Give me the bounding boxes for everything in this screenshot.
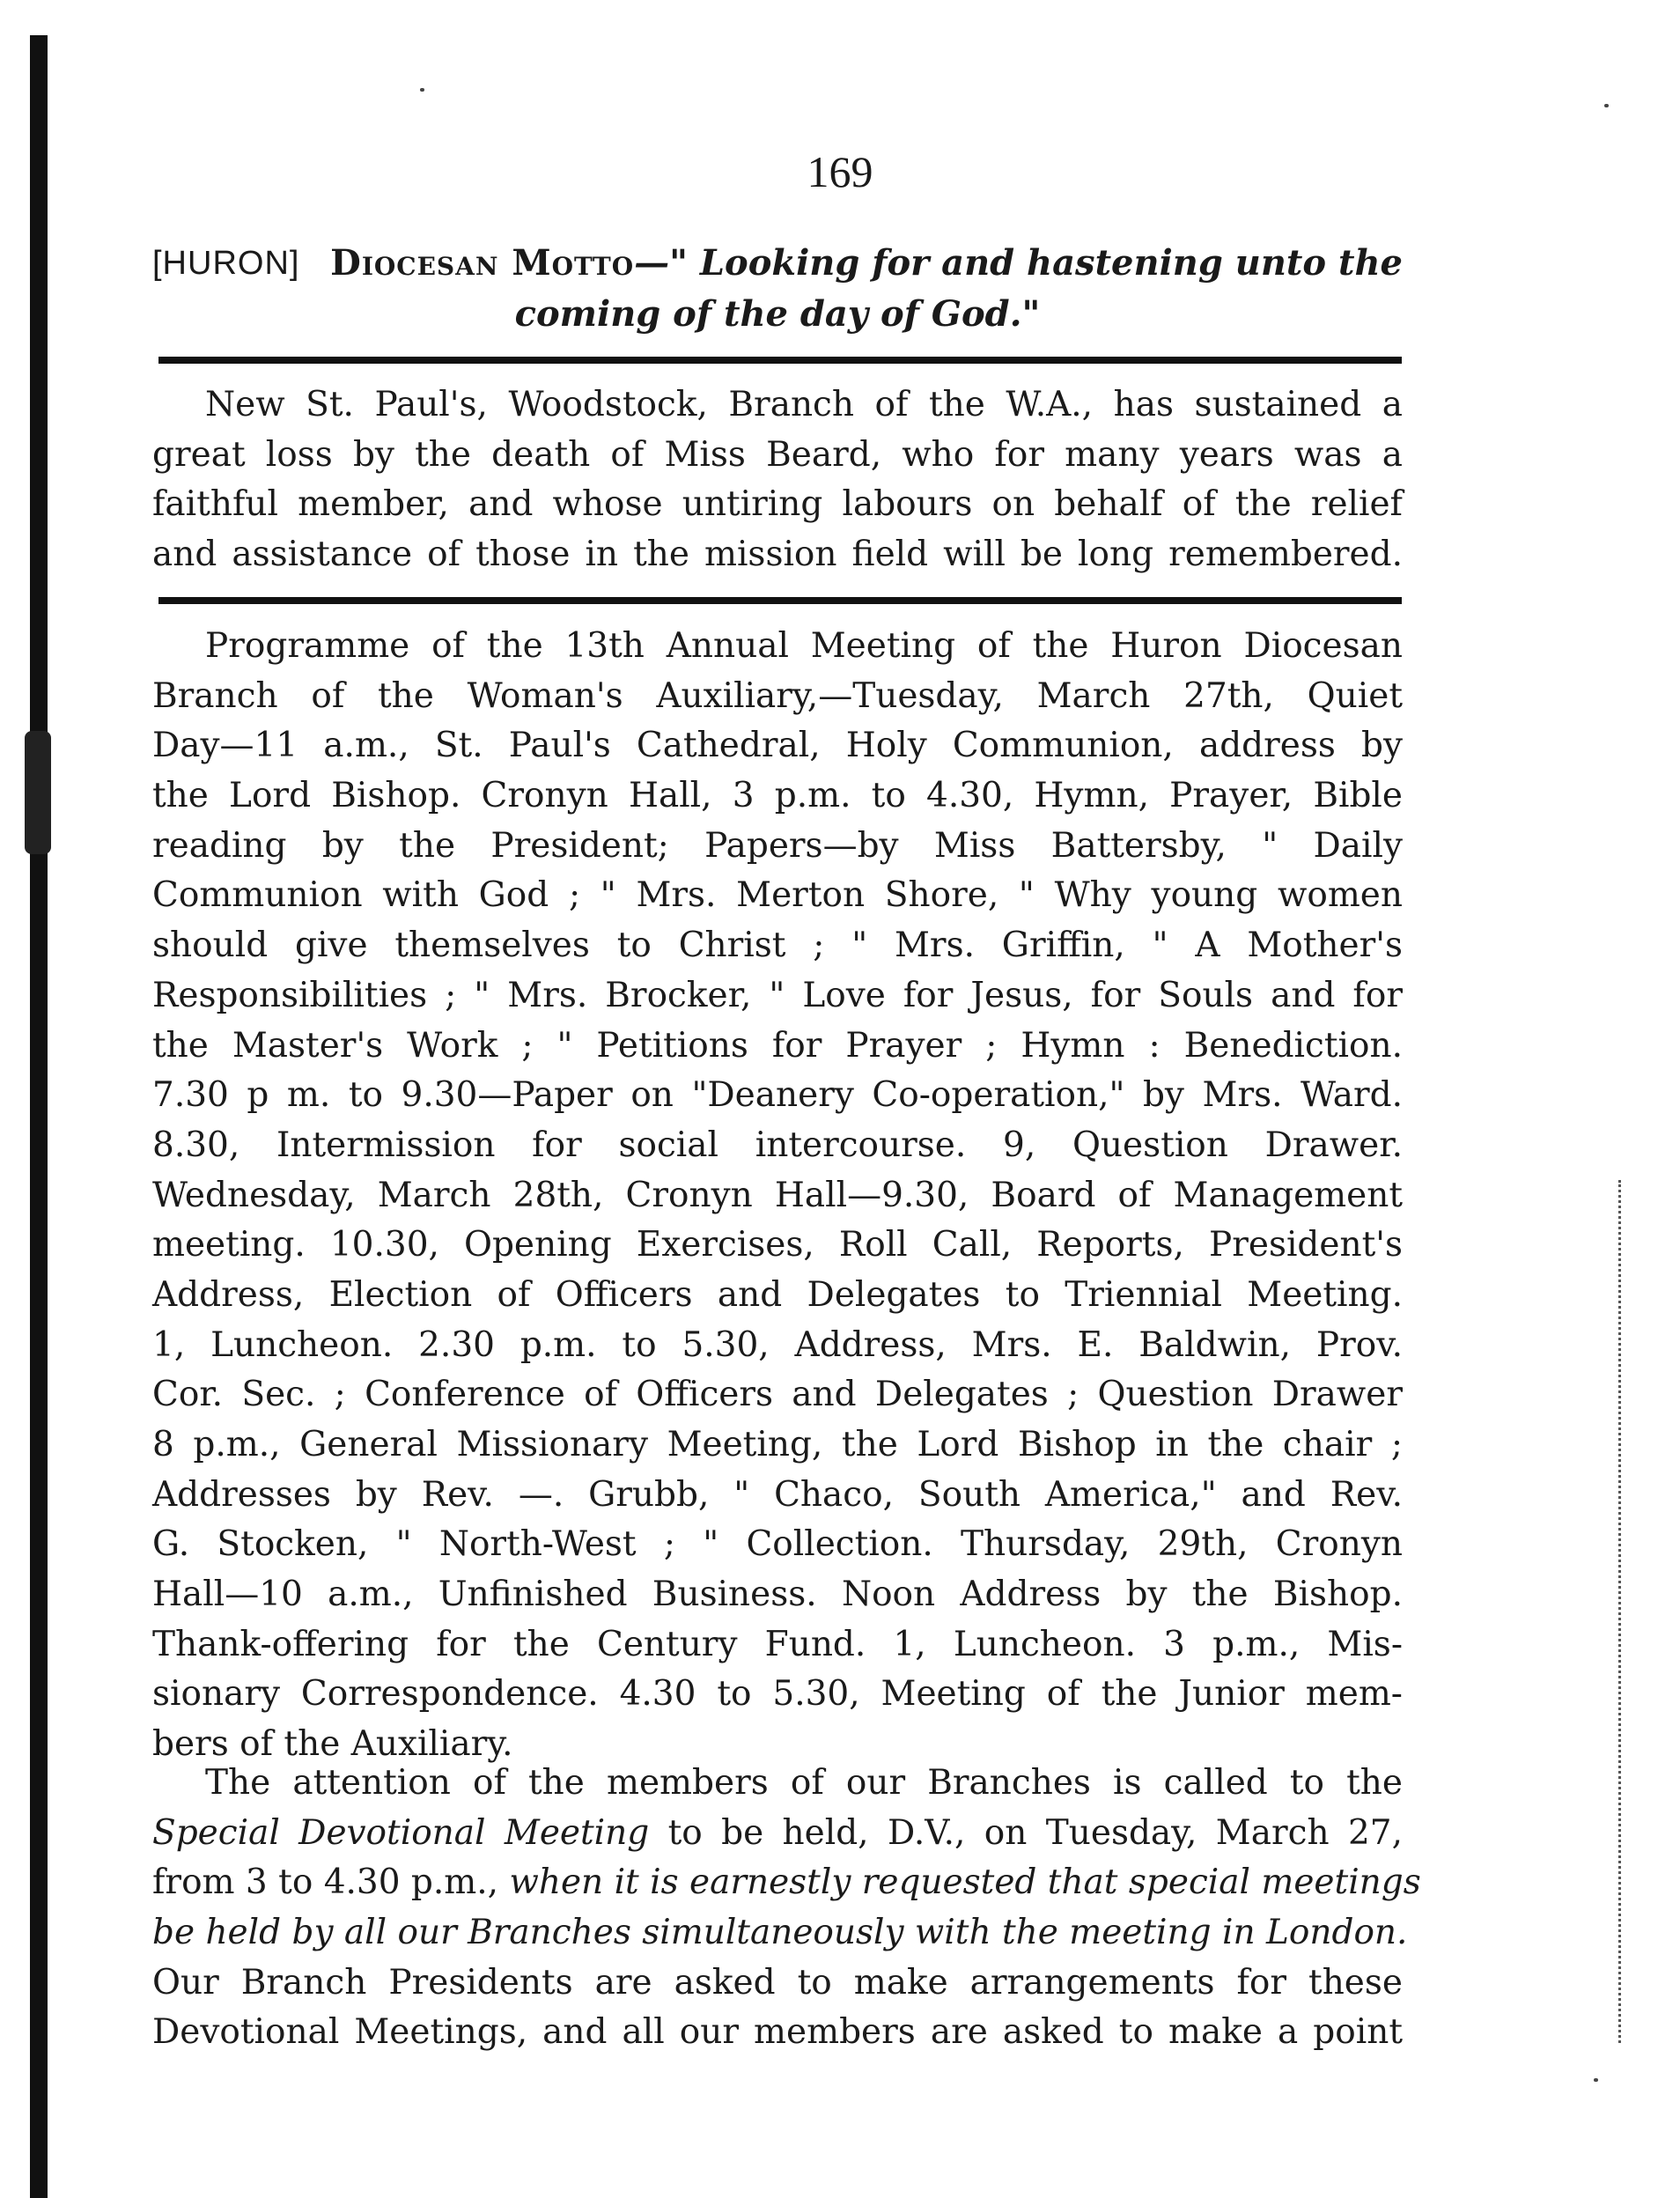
- text-line: Programme of the 13th Annual Meeting of the Huron Diocesan: [205, 626, 1403, 666]
- motto-label: Diocesan Motto: [330, 242, 635, 284]
- motto-continuation: coming of the day of God.": [514, 293, 1041, 335]
- text-line: the Lord Bishop. Cronyn Hall, 3 p.m. to 4.30, Hymn, Prayer, Bible: [152, 776, 1403, 816]
- text-line: and assistance of those in the mission field will be long remembered.: [152, 535, 1403, 575]
- text-line: sionary Correspondence. 4.30 to 5.30, Meeting of the Junior mem-: [152, 1674, 1403, 1715]
- section-rule: [158, 597, 1402, 604]
- text-line: Address, Election of Officers and Delegates to Triennial Meeting.: [152, 1274, 1403, 1315]
- text-line: Wednesday, March 28th, Cronyn Hall—9.30, Board of Management: [152, 1175, 1403, 1215]
- text-line: Addresses by Rev. —. Grubb, " Chaco, South America," and Rev.: [152, 1474, 1403, 1515]
- motto-line: [330, 238, 1403, 289]
- paragraph-devotional: [152, 1759, 1421, 2058]
- header-line-1: [152, 238, 1403, 289]
- text-line: G. Stocken, " North-West ; " Collection. Thursday, 29th, Cronyn: [152, 1524, 1403, 1565]
- text-line: great loss by the death of Miss Beard, who for many years was a: [152, 434, 1403, 475]
- text-line: Thank-offering for the Century Fund. 1, Luncheon. 3 p.m., Mis-: [152, 1624, 1403, 1664]
- text-line-mixed: [152, 1858, 1421, 1908]
- text-line: New St. Paul's, Woodstock, Branch of the W.A., has sustained a: [205, 385, 1403, 424]
- text-line: Our Branch Presidents are asked to make arrangements for these: [152, 1962, 1403, 2003]
- text-line: 7.30 p m. to 9.30—Paper on "Deanery Co-operation," by Mrs. Ward.: [152, 1075, 1403, 1116]
- diocese-header: [152, 238, 1403, 340]
- text-line: 1, Luncheon. 2.30 p.m. to 5.30, Address, Mrs. E. Baldwin, Prov.: [152, 1324, 1403, 1365]
- text-line: meeting. 10.30, Opening Exercises, Roll Call, Reports, President's: [152, 1225, 1403, 1265]
- scan-speck: [1604, 104, 1609, 107]
- text-line: be held by all our Branches simultaneously with the meeting in London.: [152, 1913, 1408, 1953]
- italic-phrase: when it is earnestly requested that special meetings: [509, 1862, 1421, 1903]
- paragraph-programme: [152, 622, 1403, 1770]
- text-line: 8.30, Intermission for social intercourse. 9, Question Drawer.: [152, 1125, 1403, 1165]
- text-line: Branch of the Woman's Auxiliary,—Tuesday, March 27th, Quiet: [152, 675, 1403, 716]
- text-line: The attention of the members of our Branches is called to the: [205, 1763, 1403, 1803]
- text-line: Cor. Sec. ; Conference of Officers and Delegates ; Question Drawer: [152, 1375, 1403, 1415]
- text-line: the Master's Work ; " Petitions for Prayer ; Hymn : Benediction.: [152, 1025, 1403, 1066]
- text-line: Responsibilities ; " Mrs. Brocker, " Love for Jesus, for Souls and for: [152, 975, 1403, 1015]
- plain-phrase: from 3 to 4.30 p.m.,: [152, 1862, 510, 1903]
- scan-speck: [420, 88, 424, 92]
- text-line: Devotional Meetings, and all our members are asked to make a point: [152, 2012, 1403, 2053]
- text-line: Hall—10 a.m., Unfinished Business. Noon Address by the Bishop.: [152, 1575, 1403, 1615]
- text-line: Day—11 a.m., St. Paul's Cathedral, Holy Communion, address by: [152, 726, 1403, 766]
- diocese-name: [HURON]: [152, 245, 300, 282]
- text-line: bers of the Auxiliary.: [152, 1724, 513, 1765]
- text-line: faithful member, and whose untiring labours on behalf of the relief: [152, 484, 1403, 525]
- scan-speck: [1594, 2078, 1598, 2082]
- text-line: should give themselves to Christ ; " Mrs. Griffin, " A Mother's: [152, 926, 1403, 966]
- paragraph-woodstock: [152, 380, 1403, 580]
- text-line-mixed: [152, 1809, 1403, 1859]
- italic-phrase: Special Devotional Meeting: [152, 1812, 650, 1853]
- header-rule: [158, 357, 1402, 364]
- text-line: 8 p.m., General Missionary Meeting, the Lord Bishop in the chair ;: [152, 1425, 1403, 1464]
- text-line: Communion with God ; " Mrs. Merton Shore, " Why young women: [152, 875, 1403, 916]
- page-edge-notch: [25, 731, 51, 854]
- scan-edge-marks: [1618, 1180, 1624, 2043]
- motto-text: —" Looking for and hastening unto the: [634, 242, 1403, 284]
- page-edge-bar: [30, 35, 48, 2198]
- page-number: 169: [807, 147, 873, 196]
- plain-phrase: to be held, D.V., on Tuesday, March 27,: [649, 1812, 1403, 1853]
- text-line: reading by the President; Papers—by Miss Battersby, " Daily: [152, 825, 1403, 866]
